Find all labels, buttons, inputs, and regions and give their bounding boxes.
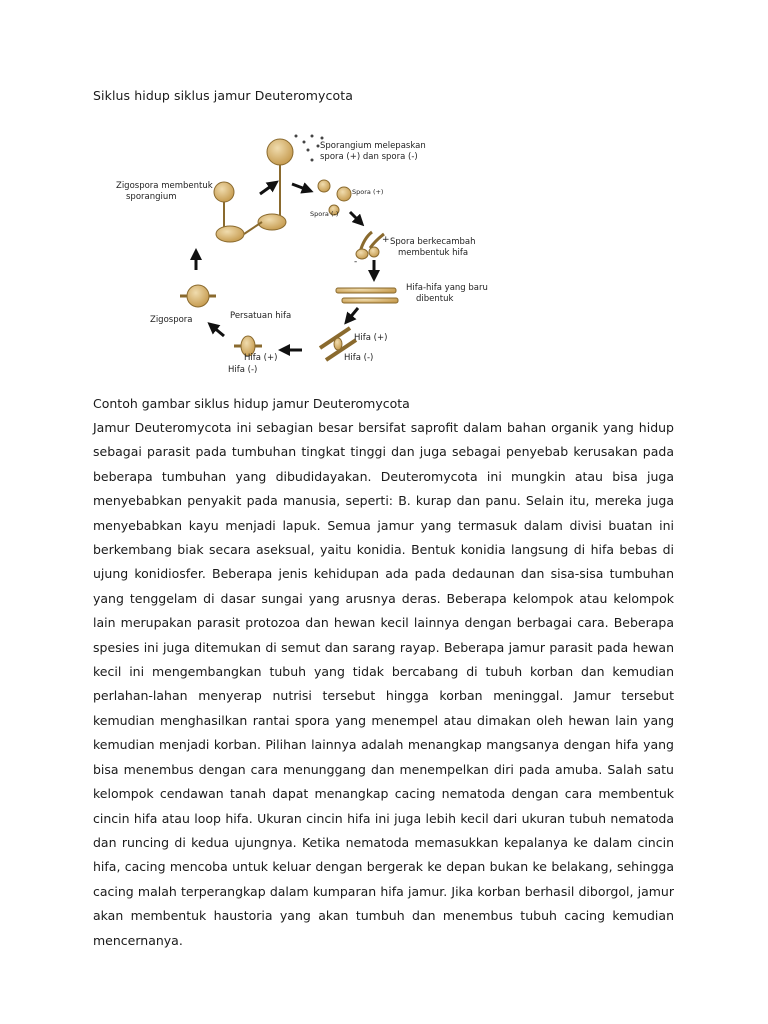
arrow-icon (350, 212, 360, 222)
label-minus-sign: - (354, 257, 358, 267)
label-zygospore: Zigospora (150, 315, 193, 325)
label-sporangium-release-2: spora (+) dan spora (-) (320, 152, 418, 162)
label-hypha-minus-left: Hifa (-) (228, 365, 258, 375)
life-cycle-diagram-svg (112, 130, 492, 385)
arrow-icon (212, 326, 224, 336)
arrow-icon (260, 184, 274, 194)
life-cycle-diagram (112, 130, 492, 385)
label-zygospore-forms-2: sporangium (126, 192, 177, 202)
label-plus-sign: + (382, 235, 390, 245)
arrow-icon (348, 308, 358, 320)
label-spore-plus: Spora (+) (352, 188, 384, 196)
label-new-hyphae-2: dibentuk (416, 294, 454, 304)
cycle-arrows (196, 184, 374, 350)
document-title: Siklus hidup siklus jamur Deuteromycota (93, 88, 354, 103)
label-new-hyphae-1: Hifa-hifa yang baru (406, 283, 488, 293)
label-hypha-plus-right: Hifa (+) (354, 333, 388, 343)
label-sporangium-release-1: Sporangium melepaskan (320, 141, 426, 151)
label-zygospore-forms-1: Zigospora membentuk (116, 181, 213, 191)
body-paragraph: Jamur Deuteromycota ini sebagian besar bersifat saprofit dalam bahan organik yang hidup sebagai parasit pada tumbuhan tingkat tinggi dan juga sebagai penyebab kerusakan pada beberapa tumbuhan yang dibudidayakan. Deuteromycota ini mungkin atau bisa juga menyebabkan penyakit pada manusia, seperti: B. kurap dan panu. Selain itu, mereka juga menyebabkan kayu menjadi lapuk. Semua jamur yang termasuk dalam divisi buatan ini berkembang biak secara aseksual, yaitu konidia. Bentuk konidia langsung di hifa bebas di ujung konidiosfer. Beberapa jenis kehidupan ada pada dedaunan dan sisa-sisa tumbuhan yang tenggelam di dasar sungai yang arusnya deras. Beberapa kelompok atau kelompok lain merupakan parasit protozoa dan hewan kecil lainnya dengan berbagai cara. Beberapa spesies ini juga ditemukan di semut dan sarang rayap. Beberapa jamur parasit pada hewan kecil ini mengembangkan tubuh yang tidak bercabang di tubuh korban dan kemudian perlahan-lahan menyerap nutrisi tersebut hingga korban meninggal. Jamur tersebut kemudian menghasilkan rantai spora yang menempel atau dimakan oleh hewan lain yang kemudian menjadi korban. Pilihan lainnya adalah menangkap mangsanya dengan hifa yang bisa menembus dengan cara menunggang dan menempelkan diri pada amuba. Salah satu kelompok cendawan tanah dapat menangkap cacing nematoda dengan cara membentuk cincin hifa atau loop hifa. Ukuran cincin hifa ini juga lebih kecil dari ukuran tubuh nematoda dan runcing di kedua ujungnya. Ketika nematoda memasukkan kepalanya ke dalam cincin hifa, cacing mencoba untuk keluar dengan bergerak ke depan bukan ke belakang, sehingga cacing malah terperangkap dalam kumparan hifa jamur. Jika korban berhasil diborgol, jamur akan membentuk haustoria yang akan tumbuh dan menembus tubuh cacing kemudian mencernanya. (93, 420, 674, 948)
label-spore-minus: Spora (-) (310, 210, 339, 218)
zygospore-illustration (180, 285, 216, 307)
label-spore-germinate-2: membentuk hifa (398, 248, 469, 258)
label-hypha-minus-right: Hifa (-) (344, 353, 374, 363)
label-spore-germinate-1: Spora berkecambah (390, 237, 476, 247)
new-hyphae-illustration (336, 288, 398, 303)
germinating-spores-illustration (356, 232, 384, 259)
figure-caption: Contoh gambar siklus hidup jamur Deuteromycota (93, 396, 410, 411)
label-hypha-plus-left: Hifa (+) (244, 353, 278, 363)
arrow-icon (292, 184, 308, 190)
label-hyphal-fusion: Persatuan hifa (230, 311, 292, 321)
